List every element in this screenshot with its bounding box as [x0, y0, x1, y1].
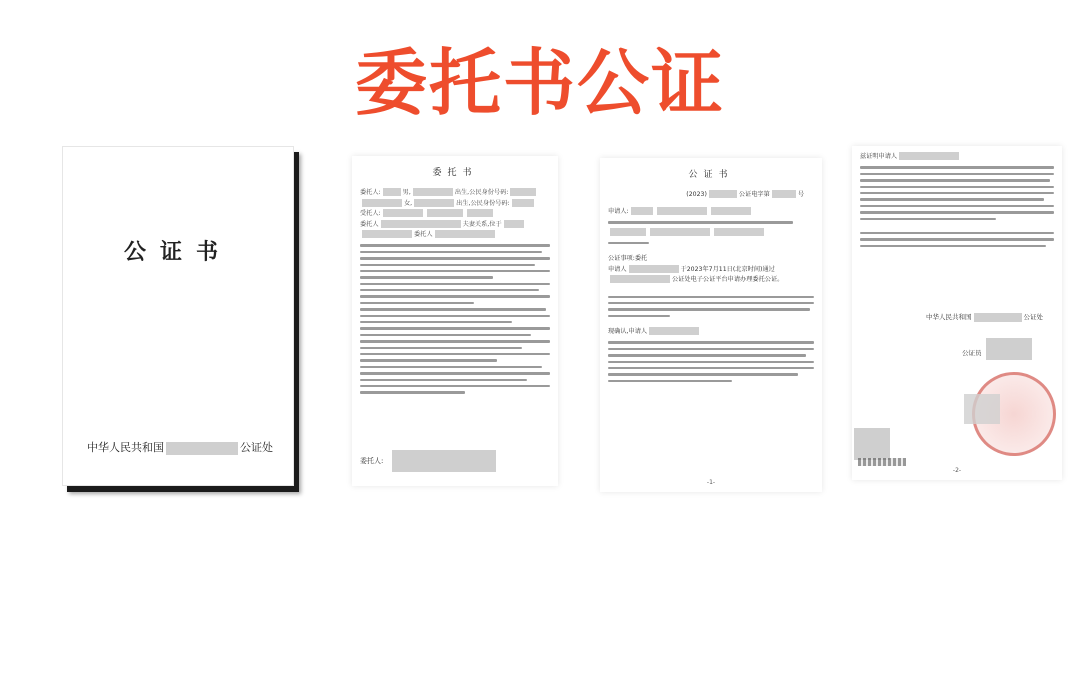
notarial-title: 公证书 — [688, 170, 734, 180]
page-number: -2- — [952, 466, 962, 474]
text-line: 女, 出生,公民身份号码: — [360, 199, 550, 209]
notary-label: 公证员 — [962, 349, 982, 357]
notarial-page-1 — [600, 158, 822, 492]
notarial-page-2 — [852, 146, 1062, 480]
text-line: 委托人 夫妻关系,位于 — [360, 220, 550, 230]
signature-label: 委托人: — [360, 457, 384, 465]
matter-line: 公证事项:委托 — [608, 255, 648, 263]
cover-footer-left: 中华人民共和国 — [87, 441, 164, 454]
page-number: -1- — [706, 478, 716, 486]
text-line: 委托人 — [360, 230, 550, 240]
certify-line: 兹证明申请人 — [860, 152, 1054, 162]
text-line: 受托人: — [360, 209, 550, 219]
confirm-line: 现确认,申请人 — [608, 327, 814, 337]
certificate-number: (2023) 公证电字第 号 — [686, 191, 804, 199]
cover-page — [62, 146, 294, 486]
applicant-line: 申请人: — [608, 207, 814, 217]
redacted-date — [964, 394, 1000, 424]
redacted-signature — [392, 450, 496, 472]
cover-title: 公证书 — [123, 239, 232, 265]
redacted-signature — [986, 338, 1032, 360]
redacted-qr — [854, 428, 890, 460]
text-line — [608, 228, 814, 238]
text-line: 委托人: 男, 出生,公民身份号码: — [360, 188, 550, 198]
entrustment-title: 委托书 — [432, 168, 478, 178]
entrustment-page — [352, 156, 558, 486]
platform-line: 公证处电子公证平台申请办理委托公证。 — [608, 275, 814, 285]
redacted-block — [166, 442, 238, 455]
office-line: 中华人民共和国 公证处 — [926, 313, 1043, 321]
date-line: 申请人 于2023年7月11日(北京时间)通过 — [608, 265, 775, 273]
cover-footer — [87, 439, 273, 455]
headline: 委托书公证 — [354, 41, 725, 125]
cover-footer-right: 公证处 — [240, 441, 273, 454]
